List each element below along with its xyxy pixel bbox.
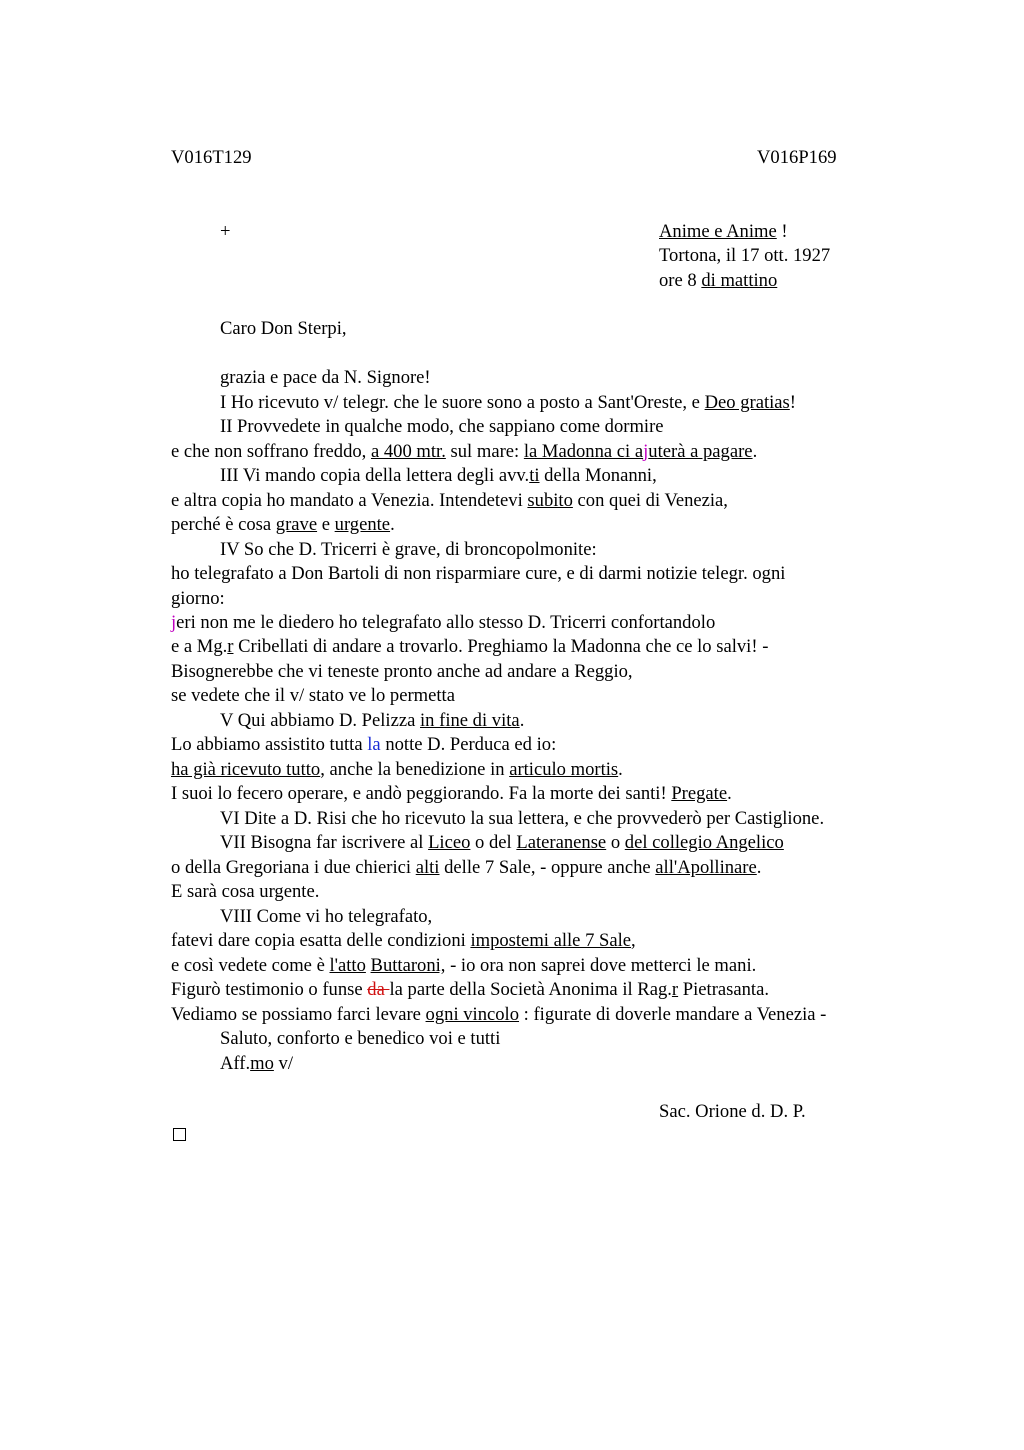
text-segment: . (727, 783, 732, 804)
header-right-code: V016P169 (757, 147, 837, 168)
text-segment: sul mare: (445, 441, 524, 462)
text-segment: o della Gregoriana i due chierici (171, 857, 416, 878)
motto (659, 220, 788, 245)
text-segment: notte D. Perduca ed io: (380, 734, 557, 755)
body-line (171, 733, 556, 758)
text-segment: - io ora non saprei dove metterci le mani. (445, 955, 757, 976)
text-segment: o (606, 832, 625, 853)
cross-mark: + (220, 221, 231, 242)
text-segment: fatevi dare copia esatta delle condizioni (171, 930, 471, 951)
body-line (171, 978, 769, 1003)
underlined-segment: Lateranense (516, 832, 607, 853)
body-line (171, 856, 761, 881)
text-segment: della Monanni, (539, 465, 657, 486)
body-line (171, 782, 732, 807)
text-segment: , (631, 930, 636, 951)
body-line (171, 635, 768, 660)
underlined-segment: l'atto (329, 955, 366, 976)
place-date: Tortona, il 17 ott. 1927 (659, 245, 831, 266)
underlined-segment: all'Apollinare (655, 857, 757, 878)
body-line: IV So che D. Tricerri è grave, di broncopolmonite: (220, 539, 597, 560)
underlined-segment: alti (415, 857, 440, 878)
text-segment: e altra copia ho mandato a Venezia. Intendetevi (171, 490, 528, 511)
body-line (171, 954, 756, 979)
underlined-segment: mo (250, 1053, 274, 1074)
underlined-segment: ti (529, 465, 540, 486)
text-segment: Lo abbiamo assistito tutta (171, 734, 368, 755)
inserted-word: la (367, 734, 381, 755)
text-segment: Cribellati di andare a trovarlo. Preghiamo la Madonna che ce lo salvi! - (233, 636, 769, 657)
underlined-segment: del collegio Angelico (624, 832, 784, 853)
underlined-segment: uterà a pagare (648, 441, 753, 462)
text-segment: v/ (273, 1053, 294, 1074)
text-segment: e così vedete come è (171, 955, 330, 976)
header-left-code: V016T129 (171, 147, 252, 168)
text-segment: Figurò testimonio o funse (171, 979, 368, 1000)
text-segment: e a Mg. (171, 636, 228, 657)
body-line (220, 709, 524, 734)
underlined-segment: subito (527, 490, 573, 511)
body-line (171, 1003, 826, 1028)
text-segment: eri non me le diedero ho telegrafato allo stesso D. Tricerri confortandolo (176, 612, 716, 633)
text-segment: . (519, 710, 525, 731)
text-segment: Aff. (220, 1053, 251, 1074)
text-segment: . (390, 514, 395, 535)
body-line: Bisognerebbe che vi teneste pronto anche ad andare a Reggio, (171, 661, 633, 682)
body-line: se vedete che il v/ stato ve lo permetta (171, 685, 455, 706)
end-square-icon (173, 1128, 186, 1141)
underlined-segment: Buttaroni, (370, 955, 446, 976)
underlined-segment: r (671, 979, 679, 1000)
body-line (220, 391, 796, 416)
text-segment: V Qui abbiamo D. Pelizza (220, 710, 421, 731)
body-line (171, 489, 728, 514)
text-segment: I suoi lo fecero operare, e andò peggiorando. Fa la morte dei santi! (171, 783, 672, 804)
text-segment: Pietrasanta. (678, 979, 769, 1000)
underlined-segment: la Madonna ci a (523, 441, 644, 462)
underlined-segment: urgente (334, 514, 391, 535)
body-line: giorno: (171, 588, 225, 609)
salutation: Caro Don Sterpi, (220, 318, 347, 339)
body-line (171, 513, 395, 538)
text-segment: : figurate di doverle mandare a Venezia - (519, 1004, 827, 1025)
body-line: II Provvedete in qualche modo, che sappiano come dormire (220, 416, 664, 437)
motto-end: ! (776, 221, 788, 242)
text-segment: la parte della Società Anonima il Rag. (389, 979, 672, 1000)
body-line: Saluto, conforto e benedico voi e tutti (220, 1028, 501, 1049)
time-line (659, 269, 777, 294)
underlined-segment: impostemi alle 7 Sale (470, 930, 632, 951)
text-segment: delle 7 Sale, - oppure anche (439, 857, 656, 878)
motto-text: Anime e Anime (659, 221, 777, 242)
underlined-segment: Liceo (428, 832, 471, 853)
text-segment: Vediamo se possiamo farci levare (171, 1004, 426, 1025)
body-line (220, 831, 784, 856)
body-line (171, 929, 636, 954)
time-b: di mattino (701, 270, 778, 291)
text-segment: , anche la benedizione in (320, 759, 510, 780)
underlined-segment: ha già ricevuto tutto (171, 759, 321, 780)
text-segment: . (618, 759, 623, 780)
text-segment: III Vi mando copia della lettera degli avv. (220, 465, 530, 486)
underlined-segment: Deo gratias (704, 392, 790, 413)
body-line: E sarà cosa urgente. (171, 881, 320, 902)
body-line: ho telegrafato a Don Bartoli di non risparmiare cure, e di darmi notizie telegr. ogni (171, 563, 786, 584)
text-segment: ! (789, 392, 796, 413)
text-segment: e (317, 514, 335, 535)
underlined-segment: a 400 mtr. (370, 441, 446, 462)
underlined-segment: grave (275, 514, 318, 535)
text-segment: I Ho ricevuto v/ telegr. che le suore sono a posto a Sant'Oreste, e (220, 392, 705, 413)
deleted-word: da (367, 979, 390, 1000)
body-line (220, 464, 657, 489)
underlined-segment: Pregate (671, 783, 728, 804)
underlined-segment: ogni vincolo (425, 1004, 520, 1025)
text-segment: perché è cosa (171, 514, 276, 535)
body-line (220, 1052, 293, 1077)
body-line: VIII Come vi ho telegrafato, (220, 906, 433, 927)
inserted-letter: j (643, 441, 649, 462)
text-segment: con quei di Venezia, (572, 490, 728, 511)
text-segment: . (756, 857, 762, 878)
text-segment: . (752, 441, 758, 462)
body-line: grazia e pace da N. Signore! (220, 367, 431, 388)
inserted-letter: j (171, 612, 177, 633)
body-line (171, 440, 757, 465)
underlined-segment: in fine di vita (420, 710, 520, 731)
text-segment: o del (470, 832, 517, 853)
time-a: ore 8 (659, 270, 702, 291)
body-line (171, 611, 715, 636)
text-segment: e che non soffrano freddo, (171, 441, 371, 462)
underlined-segment: r (227, 636, 234, 657)
body-line (171, 758, 623, 783)
underlined-segment: articulo mortis (509, 759, 619, 780)
body-line: VI Dite a D. Risi che ho ricevuto la sua lettera, e che provvederò per Castiglione. (220, 808, 825, 829)
signature: Sac. Orione d. D. P. (659, 1101, 806, 1122)
text-segment: VII Bisogna far iscrivere al (220, 832, 429, 853)
